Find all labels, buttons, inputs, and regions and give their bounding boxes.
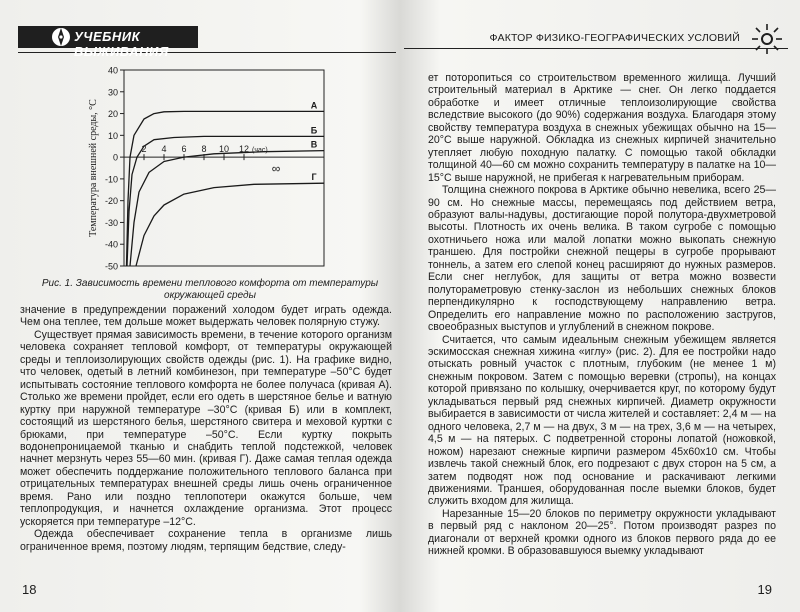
curve-v bbox=[130, 151, 324, 266]
figure-caption: Рис. 1. Зависимость времени теплового комфорта от температуры окружающей среды bbox=[41, 278, 379, 301]
series-label-v: В bbox=[310, 139, 318, 150]
y-tick-label: 20 bbox=[107, 109, 118, 120]
paragraph: Толщина снежного покрова в Арктике обычно невелика, всего 25—90 см. Но снежные массы, перемещаясь под действием ветра, образуют валы-надувы, достигающие порой полутора-двухметровой высоты. Плотность их очень велика. В таком сугробе с помощью охотничьего ножа или малой лопатки можно выкопать снежную траншею. Для постройки снежной пещеры в сугробе прорывают тоннель, а затем его слепой конец расширяют до нужных размеров. Если снег неглубок, для защиты от ветра можно возвести полутораметровую стенку-заслон из небольших снежных блоков перпендикулярно к господствующему направлению ветра. Определить его направление можно по расположению застругов, своеобразных выступов и углублений в снежном покрове. bbox=[428, 184, 776, 334]
y-axis-ticks bbox=[105, 66, 124, 272]
y-axis-label: Температура внешней среды, °С bbox=[88, 99, 99, 237]
y-tick-label: 30 bbox=[107, 87, 118, 98]
y-tick-label: -40 bbox=[104, 239, 118, 250]
chart-curves bbox=[127, 111, 325, 266]
right-page-number: 19 bbox=[757, 582, 772, 597]
curve-b bbox=[127, 136, 324, 266]
y-tick-label: 0 bbox=[112, 152, 118, 163]
infinity-label: ∞ bbox=[271, 161, 281, 176]
right-page bbox=[400, 0, 800, 612]
y-tick-label: 10 bbox=[107, 130, 118, 141]
paragraph: Существует прямая зависимость времени, в течение которого организм человека сохраняет тепловой комфорт, от температуры окружающей среды и теплоизолирующих свойств одежды (рис. 1). На графике видно, что человек, одетый в летний комбинезон, при температуре –50°С будет испытывать состояние теплового комфорта не более получаса (кривая А). Столько же времени пройдет, если его одеть в шерстяное белье и ватную куртку при наружной температуре –30°С (кривая Б) или в комплект, состоящий из шерстяного белья, шерстяного свитера и меховой куртки с брюками, при температуре –50°С. Если куртку покрыть водонепроницаемой тканью и снабдить теплой подстежкой, человек начнет мерзнуть через 55—60 мин. (кривая Г). Даже самая теплая одежда может обеспечить поддержание положительного теплового баланса при отрицательных температурах внешней среды лишь очень ограниченное время. Рано или поздно теплопотери окажутся больше, чем теплопродукция, и начнется охлаждение организма. Этот процесс ускоряется при температуре –12°С. bbox=[20, 328, 392, 528]
series-label-g: Г bbox=[311, 172, 317, 183]
y-tick-label: 40 bbox=[107, 65, 118, 76]
compass-icon bbox=[48, 24, 74, 50]
x-tick-label: 6 bbox=[181, 144, 187, 155]
comfort-time-chart bbox=[86, 64, 346, 282]
series-labels bbox=[311, 100, 318, 182]
left-body-text bbox=[20, 304, 392, 553]
x-tick-label: 10 bbox=[218, 144, 230, 155]
x-tick-label: 8 bbox=[201, 144, 207, 155]
paragraph: Считается, что самым идеальным снежным убежищем является эскимосская снежная хижина «иглу» (рис. 2). Для ее постройки надо отыскать ровный участок с плотным, глубоким (не менее 1 м) снежным покровом. Затем с помощью веревки (стропы), на концах которой привязано по колышку, очерчивается круг, по которому будут укладываться первый ряд снежных кирпичей. Диаметр окружности выбирается в зависимости от числа жителей и составляет: 2,4 м — на одного человека, 2,7 м — на двух, 3 м — на трех, 3,6 м — на четырех, 4,5 м — на пятерых. С подветренной стороны лопатой (ножовкой, ножом) нарезают снежные кирпичи размером 45х60х10 см. Чтобы извлечь такой снежный блок, его подрезают с двух сторон на 5 см, а затем подводят нож под основание и раскачивают легкими движениями. Траншея, оборудованная после выемки блоков, будет служить входом для жилища. bbox=[428, 333, 776, 508]
left-running-header bbox=[18, 26, 396, 59]
series-label-b: Б bbox=[310, 125, 318, 136]
x-tick-label: 12 bbox=[238, 144, 250, 155]
x-axis-ticks bbox=[141, 144, 280, 175]
curve-g bbox=[136, 183, 324, 266]
series-label-a: А bbox=[310, 100, 318, 111]
right-body-text bbox=[428, 72, 776, 558]
left-page-number: 18 bbox=[22, 582, 37, 597]
y-tick-label: -20 bbox=[104, 196, 118, 207]
paragraph: значение в предупреждении поражений холодом будет играть одежда. Чем она теплее, тем дольше может выдержать человек полярную стужу. bbox=[20, 304, 392, 329]
y-tick-label: -30 bbox=[104, 217, 118, 228]
x-tick-label: 2 bbox=[141, 144, 147, 155]
paragraph: Одежда обеспечивает сохранение тепла в организме лишь ограниченное время, поэтому людям, терпящим бедствие, следу- bbox=[20, 528, 392, 553]
paragraph: Нарезанные 15—20 блоков по периметру окружности укладывают в первый ряд с наклоном 20—25°. Потом производят разрез по диагонали от верхней кромки одного из блоков первого ряда до ее нижней кромки. В образовавшуюся выемку укладывают bbox=[428, 507, 776, 558]
x-tick-label: 4 bbox=[161, 144, 167, 155]
y-tick-label: -10 bbox=[104, 174, 118, 185]
right-running-header bbox=[404, 28, 788, 49]
paragraph: ет поторопиться со строительством временного жилища. Лучший строительный материал в Арктике — снег. Он легко поддается обработке и имеет отличные теплоизолирующие свойства вследствие высокого (до 90%) содержания воздуха. Благодаря этому свойству температура воздуха в снежных убежищах обычно на 15—20°С выше наружной. Обкладка из снежных кирпичей значительно утепляет любую походную палатку. С помощью такой обкладки толщиной 40—60 см можно сохранить температуру в палатке на 10—15°С выше наружной, не прибегая к нагревательным приборам. bbox=[428, 72, 776, 184]
sun-icon bbox=[750, 22, 784, 56]
y-tick-label: -50 bbox=[104, 261, 118, 272]
right-header-title: ФАКТОР ФИЗИКО-ГЕОГРАФИЧЕСКИХ УСЛОВИЙ bbox=[489, 32, 740, 44]
x-unit-label: (час) bbox=[252, 147, 268, 155]
header-badge bbox=[18, 26, 198, 59]
curve-a bbox=[127, 111, 325, 266]
left-header-title: УЧЕБНИК ВЫЖИВАНИЯ bbox=[74, 29, 169, 59]
